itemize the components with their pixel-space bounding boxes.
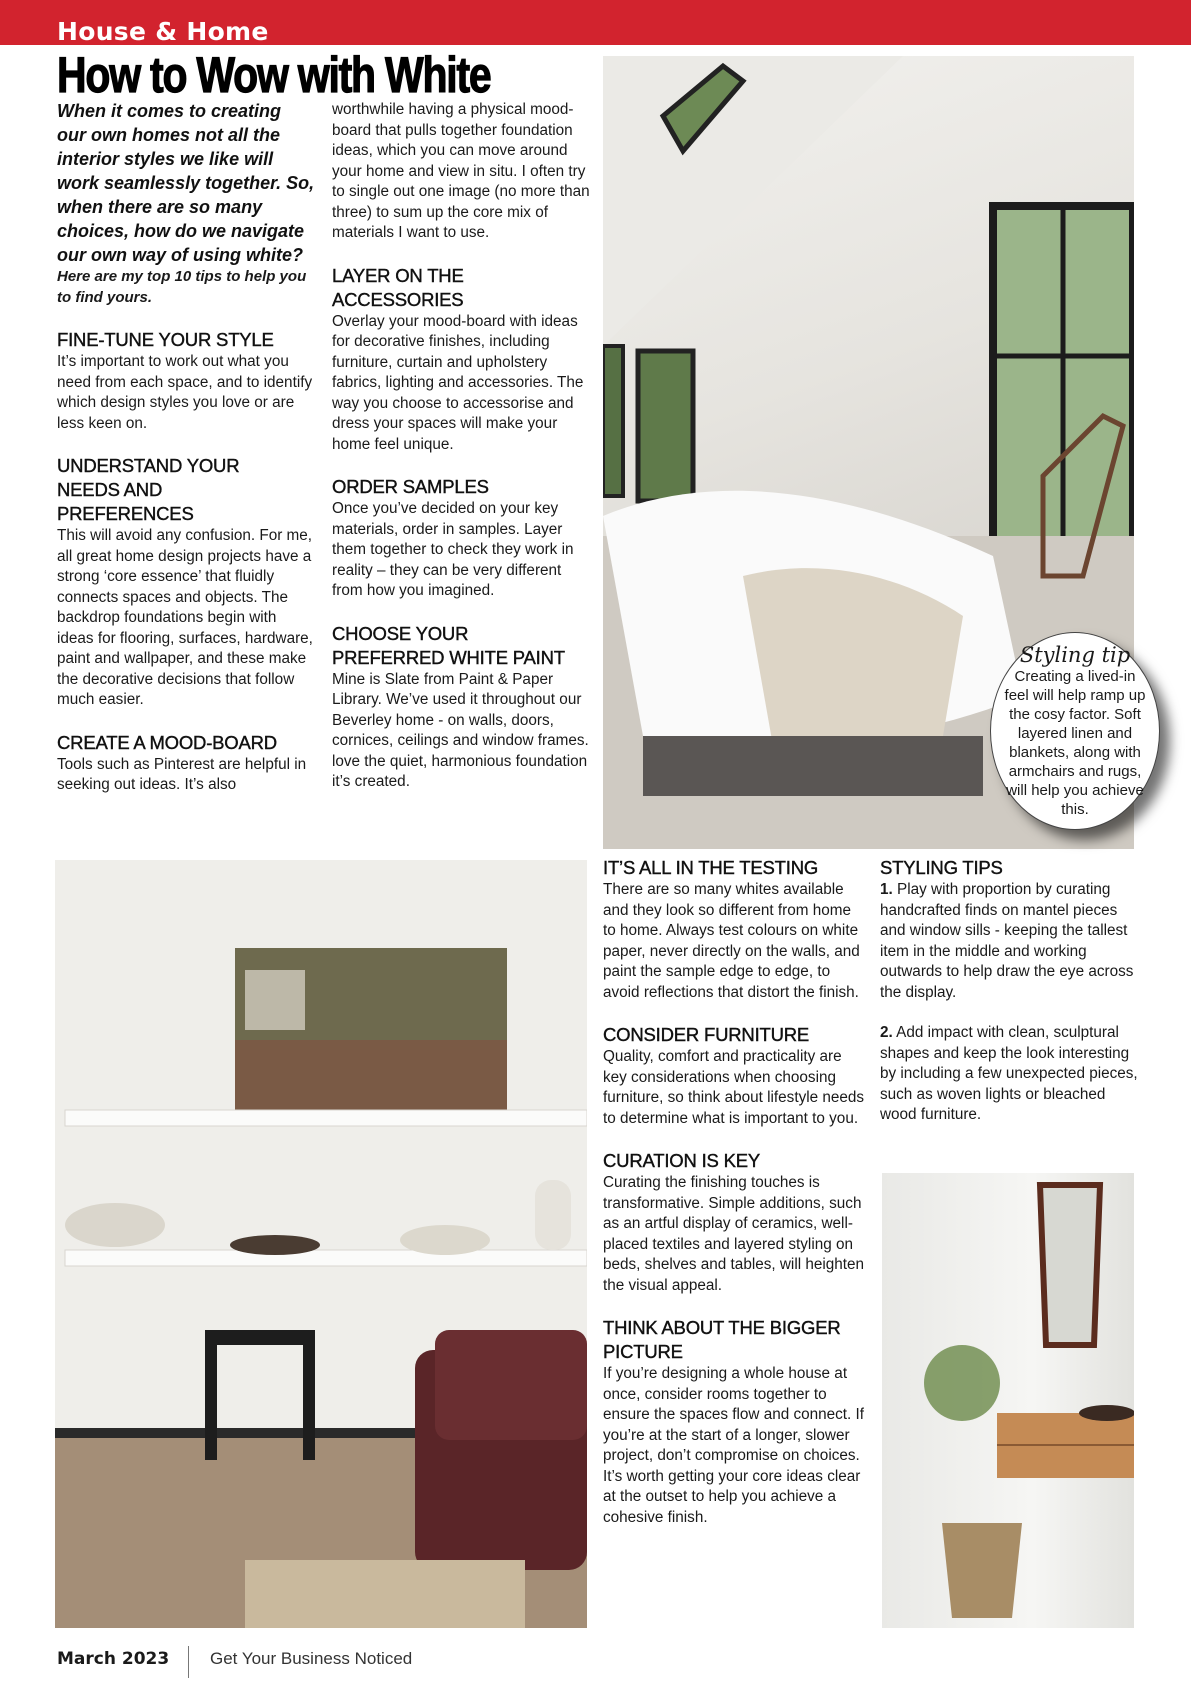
body-white-paint: Mine is Slate from Paint & Paper Library. We’ve used it throughout our Beverley home - on walls, doors, cornices, ceilings and window frames. love the quiet, harmonious foundation it’s created. [332,670,589,790]
heading-mood-board: CREATE A MOOD-BOARD [57,731,277,753]
column-3 [603,856,865,1528]
body-curation: Curating the finishing touches is transformative. Simple additions, such as an artful display of ceramics, well-placed textiles and layered styling on beds, shelves and tables, will heighten the visual appeal. [603,1174,865,1294]
heading-understand: UNDERSTAND YOUR NEEDS AND PREFERENCES [57,455,240,524]
tip-2-text: Add impact with clean, sculptural shapes and keep the look interesting by including a few unexpected pieces, such as woven lights or bleached wood furniture. [880,1024,1138,1123]
footer-date: March 2023 [57,1649,170,1669]
tip-1-text: Play with proportion by curating handcrafted finds on mantel pieces and window sills - keeping the tallest item in the middle and working outwards to help draw the eye across the display. [880,881,1134,1001]
tip-2-number: 2. [880,1024,893,1041]
heading-accessories: LAYER ON THE ACCESSORIES [332,264,464,310]
section-label: House & Home [57,17,269,46]
body-fine-tune: It’s important to work out what you need from each space, and to identify which design styles you love or are less keen on. [57,353,313,432]
column-1 [57,99,315,796]
body-understand: This will avoid any confusion. For me, all great home design projects have a strong ‘core essence’ that fluidly connects spaces and objects. The backdrop foundations begin with ideas for flooring, surfaces, hardware, paint and wallpaper, and these make the decorative decisions that follow much easier. [57,527,313,708]
column-2 [332,100,594,793]
tip-2 [880,1023,1142,1126]
footer-tagline: Get Your Business Noticed [210,1649,413,1668]
column-4 [880,856,1142,1126]
article-title: How to Wow with White [57,47,491,103]
body-accessories: Overlay your mood-board with ideas for decorative finishes, including furniture, curtain and upholstery fabrics, lighting and accessories. The way you choose to accessorise and dress your spaces will make your home feel unique. [332,312,584,453]
heading-testing: IT’S ALL IN THE TESTING [603,857,819,878]
intro-text: When it comes to creating our own homes not all the interior styles we like will work seamlessly together. So, when there are so many choices, how do we navigate our own way of using white? [57,101,315,265]
heading-bigger-picture: THINK ABOUT THE BIGGER PICTURE [603,1317,841,1362]
body-bigger-picture: If you’re designing a whole house at once, consider rooms together to ensure the spaces flow and connect. If you’re at the start of a longer, slower project, don’t compromise on choices. [603,1365,865,1464]
footer-divider [188,1646,189,1678]
heading-white-paint: CHOOSE YOUR PREFERRED WHITE PAINT [332,622,565,668]
body-bigger-picture-2: It’s worth getting your core ideas clear at the outset to help you achieve a cohesive finish. [603,1467,861,1526]
hallway-photo [882,1173,1134,1628]
lead-text: Here are my top 10 tips to help you to find yours. [57,268,307,306]
heading-samples: ORDER SAMPLES [332,476,489,497]
styling-tip-callout [990,632,1160,830]
heading-styling-tips: STYLING TIPS [880,857,1003,878]
heading-curation: CURATION IS KEY [603,1150,761,1171]
living-room-photo [55,860,587,1628]
body-samples: Once you’ve decided on your key materials, order in samples. Layer them together to check they work in reality – they can be very different from how you imagined. [332,500,574,599]
body-mood-board: Tools such as Pinterest are helpful in seeking out ideas. It’s also [57,755,307,793]
body-testing: There are so many whites available and they look so different from home to home. Always test colours on white paper, never directly on the walls, and paint the sample edge to edge, to avoid reflections that distort the finish. [603,881,860,1001]
heading-furniture: CONSIDER FURNITURE [603,1024,810,1045]
tip-1 [880,880,1142,1003]
body-continued: worthwhile having a physical mood-board that pulls together foundation ideas, which you can move around your home and view in situ. I often try to single out one image (no more than three) to sum up the core mix of materials I want to use. [332,101,590,241]
heading-fine-tune: FINE-TUNE YOUR STYLE [57,329,274,350]
styling-tip-title: Styling tip [1019,643,1131,667]
tip-1-number: 1. [880,881,893,898]
body-furniture: Quality, comfort and practicality are key considerations when choosing furniture, so think about lifestyle needs to determine what is important to you. [603,1048,865,1127]
styling-tip-text: Creating a lived-in feel will help ramp up the cosy factor. Soft layered linen and blankets, along with armchairs and rugs, will help you achieve this. [1004,668,1146,818]
